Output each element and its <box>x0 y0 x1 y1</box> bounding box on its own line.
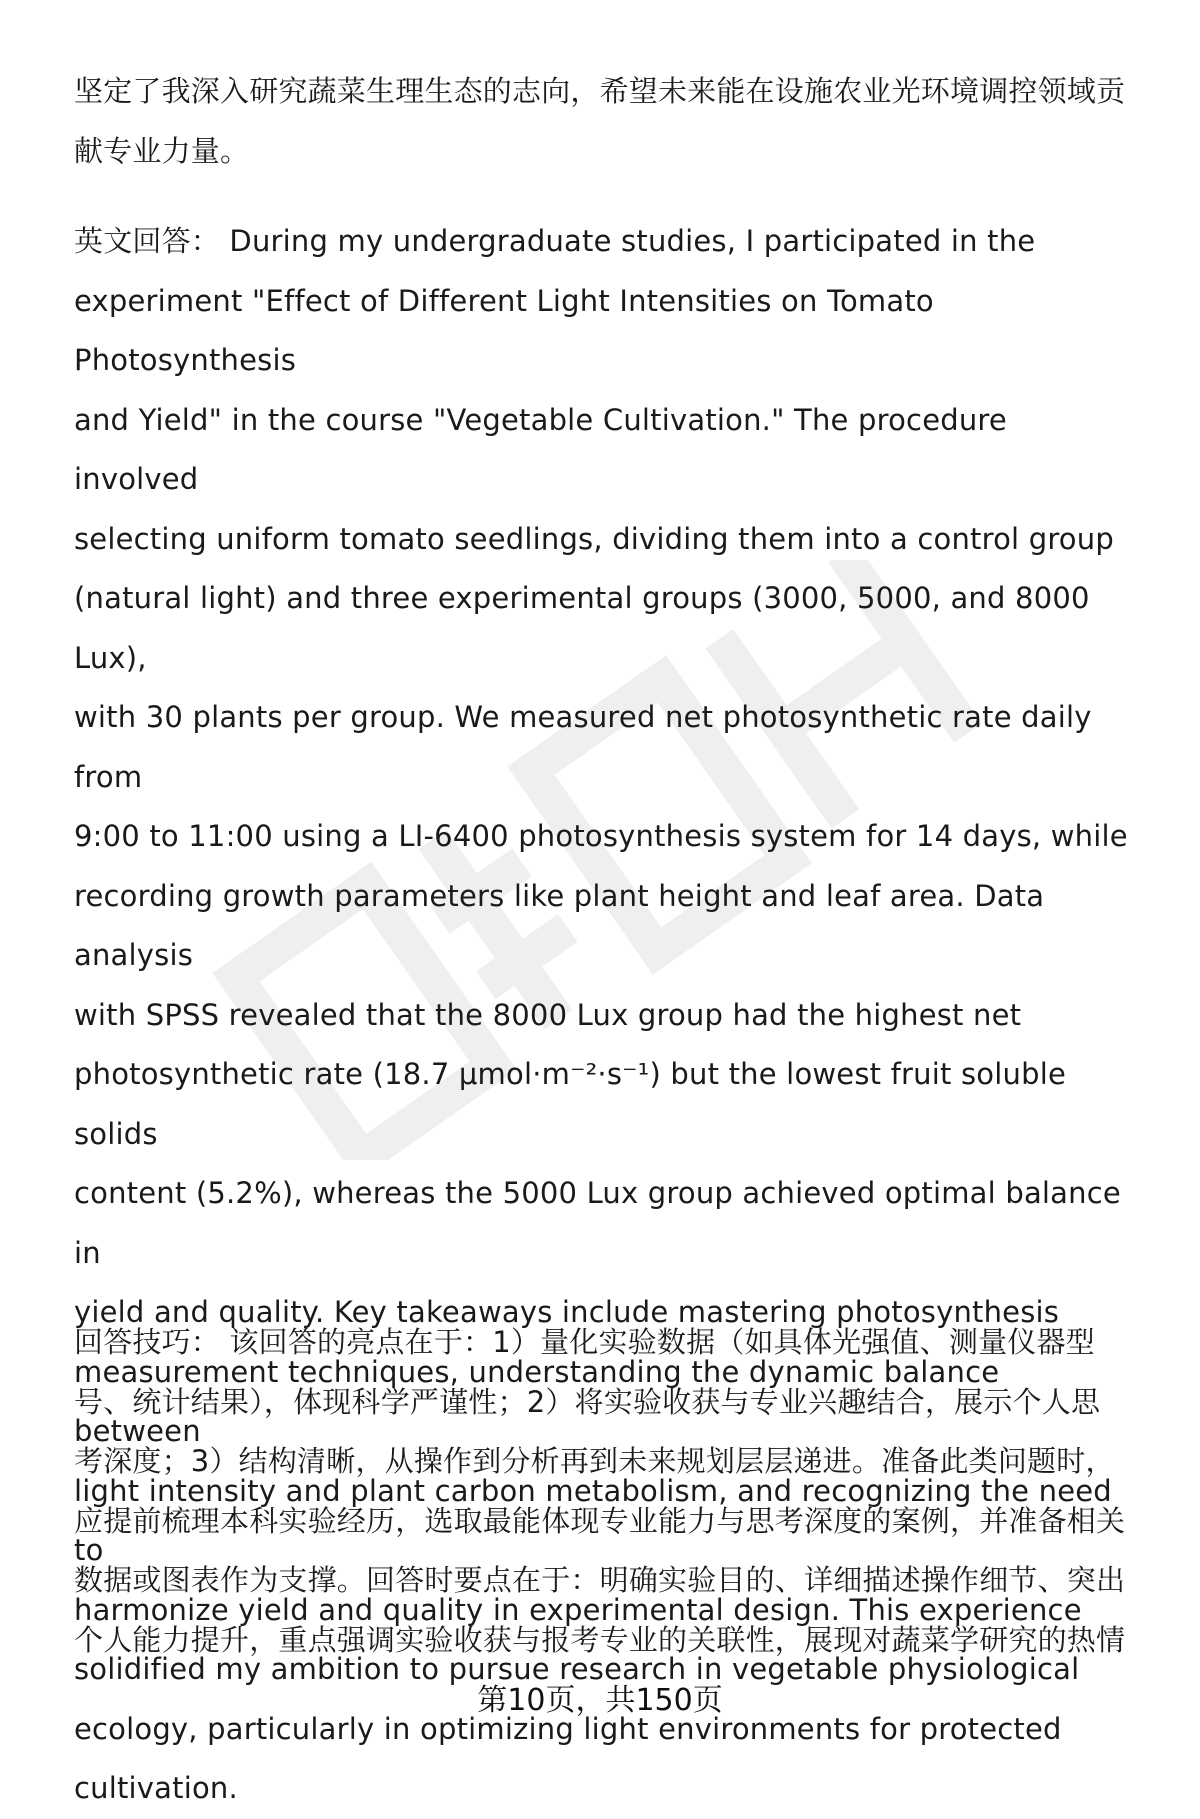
text-line: 献专业力量。 <box>74 133 250 168</box>
text-line: 考深度；3）结构清晰，从操作到分析再到未来规划层层递进。准备此类问题时， <box>74 1444 1115 1478</box>
text-line: yield and quality. Key takeaways include mastering photosynthesis <box>74 1295 1060 1329</box>
text-line: (natural light) and three experimental groups (3000, 5000, and 8000 Lux), <box>74 581 1100 675</box>
text-line: and Yield" in the course "Vegetable Cultivation." The procedure involved <box>74 402 1017 496</box>
text-line: 号、统计结果），体现科学严谨性；2）将实验收获与专业兴趣结合，展示个人思 <box>74 1384 1101 1419</box>
text-line: ecology, particularly in optimizing light environments for protected <box>74 1711 1062 1746</box>
text-line: with 30 plants per group. We measured net photosynthetic rate daily from <box>74 700 1102 794</box>
text-line: with SPSS revealed that the 8000 Lux group had the highest net <box>74 997 1022 1032</box>
text-line: 个人能力提升，重点强调实验收获与报考专业的关联性，展现对蔬菜学研究的热情 <box>74 1622 1126 1657</box>
text-line: content (5.2%), whereas the 5000 Lux group achieved optimal balance in <box>74 1176 1131 1270</box>
text-line: experiment "Effect of Different Light Intensities on Tomato Photosynthesis <box>74 283 944 377</box>
text-line: cultivation. <box>74 1771 238 1805</box>
text-line: 9:00 to 11:00 using a LI-6400 photosynthesis system for 14 days, while <box>74 819 1128 853</box>
text-line: harmonize yield and quality in experimental design. This experience <box>74 1592 1082 1627</box>
text-line: 数据或图表作为支撑。回答时要点在于：明确实验目的、详细描述操作细节、突出 <box>74 1563 1126 1597</box>
text-line: selecting uniform tomato seedlings, dividing them into a control group <box>74 521 1114 556</box>
text-line: recording growth parameters like plant height and leaf area. Data analysis <box>74 878 1054 972</box>
text-line: 英文回答： During my undergraduate studies, I participated in the <box>74 224 1036 258</box>
text-line: photosynthetic rate (18.7 μmol·m⁻²·s⁻¹) but the lowest fruit soluble solids <box>74 1057 1076 1151</box>
text-line: 坚定了我深入研究蔬菜生理生态的志向，希望未来能在设施农业光环境调控领域贡 <box>74 74 1126 108</box>
text-line: measurement techniques, understanding the dynamic balance between <box>74 1354 1009 1448</box>
text-line: 回答技巧： 该回答的亮点在于：1）量化实验数据（如具体光强值、测量仪器型 <box>74 1325 1095 1359</box>
answer-tips-paragraph <box>74 1313 1134 1670</box>
text-line: light intensity and plant carbon metabolism, and recognizing the need to <box>74 1473 1122 1567</box>
text-line: 应提前梳理本科实验经历，选取最能体现专业能力与思考深度的案例，并准备相关 <box>74 1503 1126 1538</box>
page-number-footer: 第10页，共150页 <box>477 1683 723 1718</box>
intro-paragraph <box>74 62 1134 181</box>
text-line: solidified my ambition to pursue research in vegetable physiological <box>74 1652 1080 1686</box>
